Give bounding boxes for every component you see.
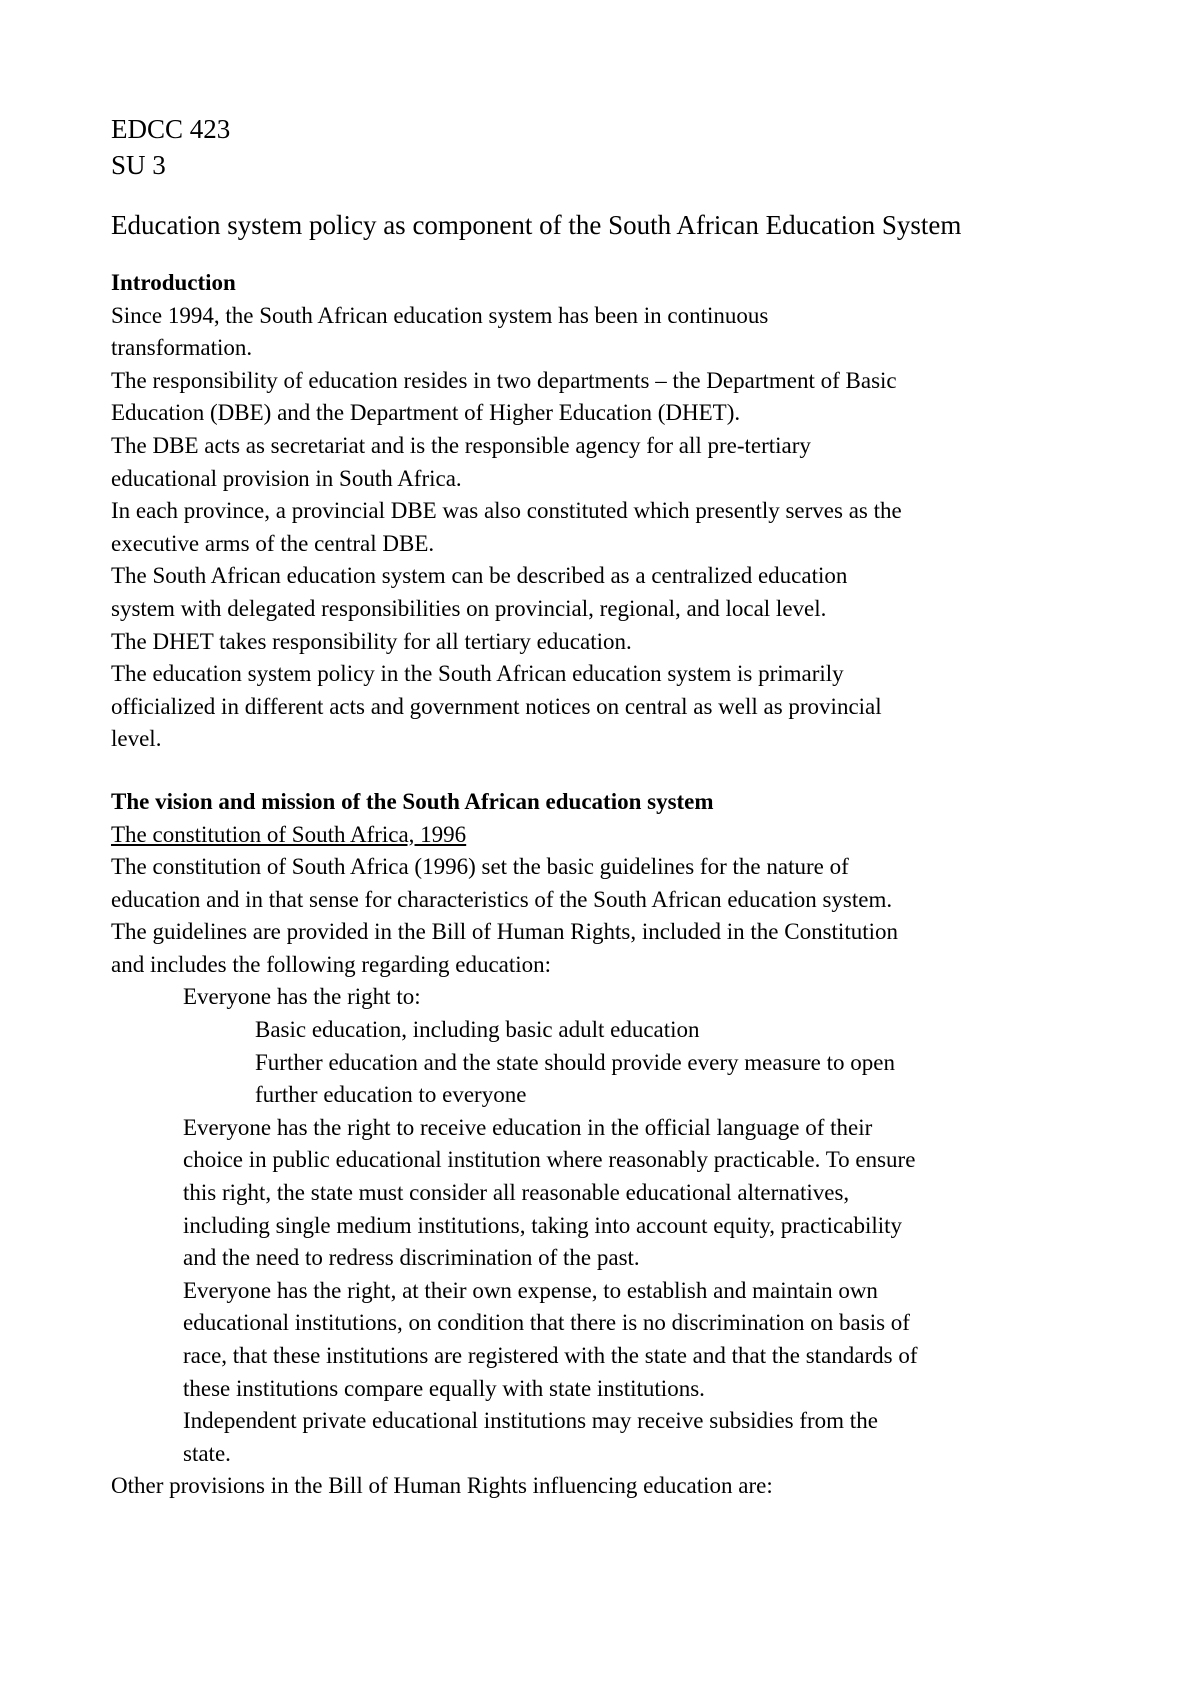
- constitution-subheading: The constitution of South Africa, 1996: [111, 821, 467, 847]
- closing-line: Other provisions in the Bill of Human Rights influencing education are:: [111, 1473, 773, 1499]
- rights-intro: Everyone has the right to:: [183, 984, 421, 1010]
- rights-line: these institutions compare equally with state institutions.: [183, 1375, 705, 1401]
- rights-line: this right, the state must consider all reasonable educational alternatives,: [183, 1180, 850, 1206]
- intro-line: officialized in different acts and government notices on central as well as provincial: [111, 693, 882, 719]
- intro-line: The DBE acts as secretariat and is the responsible agency for all pre-tertiary: [111, 432, 811, 458]
- rights-sub-item: Further education and the state should provide every measure to open: [255, 1049, 895, 1075]
- intro-line: In each province, a provincial DBE was also constituted which presently serves as the: [111, 498, 902, 524]
- introduction-heading: Introduction: [111, 270, 236, 295]
- rights-line: Independent private educational institutions may receive subsidies from the: [183, 1408, 878, 1434]
- intro-line: The education system policy in the South African education system is primarily: [111, 661, 844, 687]
- intro-line: system with delegated responsibilities on provincial, regional, and local level.: [111, 595, 827, 621]
- vision-heading: The vision and mission of the South African education system: [111, 788, 714, 814]
- intro-line: The responsibility of education resides in two departments – the Department of Basic: [111, 367, 897, 393]
- rights-line: educational institutions, on condition that there is no discrimination on basis of: [183, 1310, 910, 1336]
- rights-line: including single medium institutions, taking into account equity, practicability: [183, 1212, 903, 1238]
- rights-line: and the need to redress discrimination of the past.: [183, 1245, 640, 1271]
- intro-line: Since 1994, the South African education system has been in continuous: [111, 302, 769, 328]
- vision-line: The constitution of South Africa (1996) set the basic guidelines for the nature of: [111, 854, 849, 880]
- rights-line: choice in public educational institution where reasonably practicable. To ensure: [183, 1147, 916, 1173]
- rights-sub-item: Basic education, including basic adult education: [255, 1017, 700, 1043]
- intro-line: The DHET takes responsibility for all tertiary education.: [111, 628, 632, 654]
- vision-line: education and in that sense for characteristics of the South African education system.: [111, 886, 893, 912]
- rights-line: Everyone has the right, at their own expense, to establish and maintain own: [183, 1277, 878, 1303]
- course-code: EDCC 423: [111, 114, 231, 144]
- rights-line: state.: [183, 1440, 231, 1466]
- spacer: [111, 183, 1111, 207]
- spacer: [111, 243, 1111, 267]
- study-unit: SU 3: [111, 150, 166, 180]
- intro-line: transformation.: [111, 335, 253, 361]
- vision-line: and includes the following regarding education:: [111, 951, 552, 977]
- intro-line: Education (DBE) and the Department of Higher Education (DHET).: [111, 400, 741, 426]
- document-title: Education system policy as component of the South African Education System: [111, 210, 962, 240]
- rights-line: race, that these institutions are registered with the state and that the standards of: [183, 1343, 918, 1368]
- document-page: [111, 111, 1111, 1503]
- vision-line: The guidelines are provided in the Bill of Human Rights, included in the Constitution: [111, 919, 898, 945]
- intro-line: level.: [111, 726, 162, 752]
- rights-sub-item: further education to everyone: [255, 1082, 527, 1108]
- rights-line: Everyone has the right to receive education in the official language of their: [183, 1114, 873, 1140]
- intro-line: executive arms of the central DBE.: [111, 530, 435, 556]
- intro-line: The South African education system can be described as a centralized education: [111, 563, 848, 589]
- spacer: [111, 756, 1111, 786]
- intro-line: educational provision in South Africa.: [111, 465, 462, 491]
